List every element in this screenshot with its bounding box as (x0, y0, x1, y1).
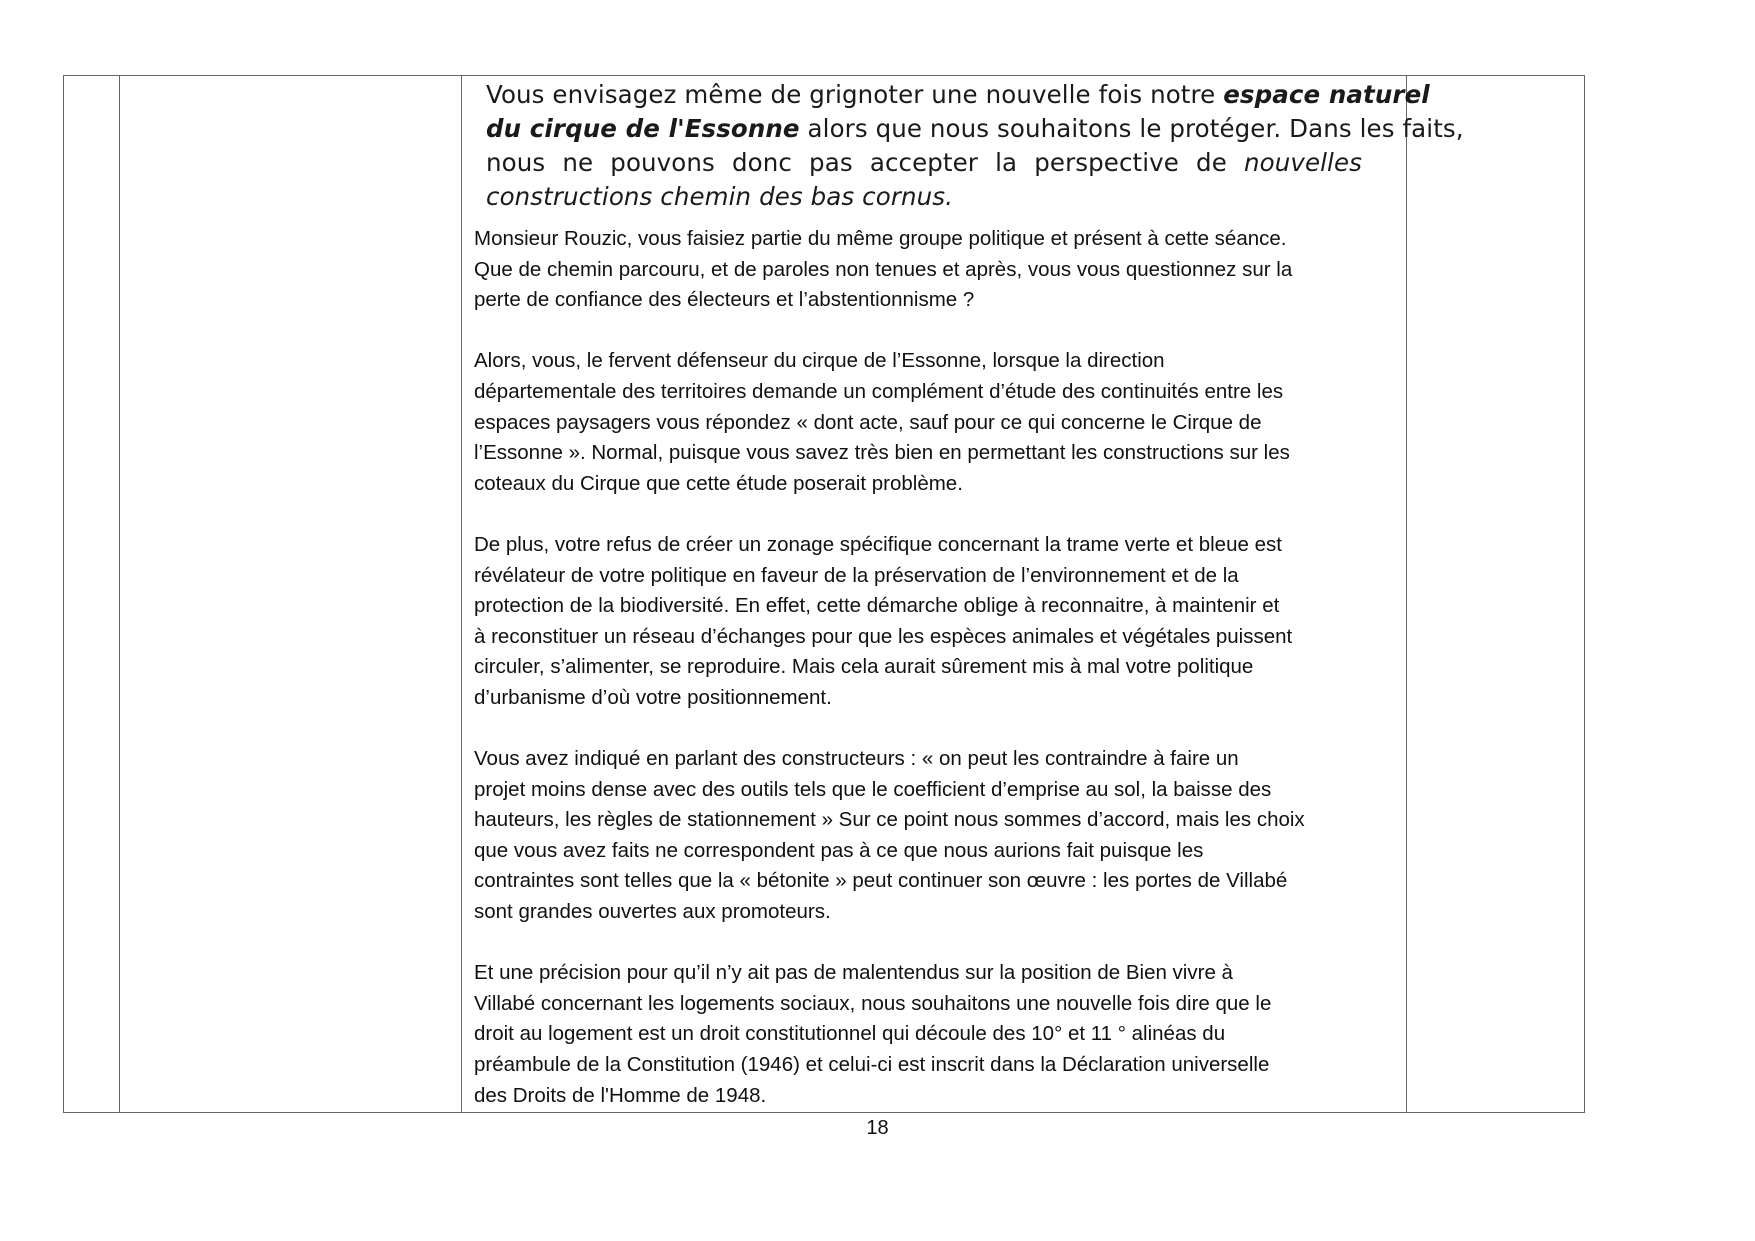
content-cell (462, 76, 1464, 1112)
paragraph: Monsieur Rouzic, vous faisiez partie du même groupe politique et présent à cette séance. Que de chemin parcouru, et de paroles non tenues et après, vous vous questionnez sur la perte de confiance des électeurs et l’abstentionnisme ? (474, 227, 1293, 312)
paragraph: Vous avez indiqué en parlant des constructeurs : « on peut les contraindre à faire un projet moins dense avec des outils tels que le coefficient d’emprise au sol, la baisse des hauteurs, les règles de stationnement » Sur ce point nous sommes d’accord, mais les choix que vous avez faits ne correspondent pas à ce que nous aurions fait puisque les contraintes sont telles que la « bétonite » peut continuer son œuvre : les portes de Villabé sont grandes ouvertes aux promoteurs. (474, 747, 1305, 924)
paragraph: Et une précision pour qu’il n’y ait pas de malentendus sur la position de Bien vivre à Villabé concernant les logements sociaux, nous souhaitons une nouvelle fois dire que le droit au logement est un droit constitutionnel qui découle des 10° et 11 ° alinéas du préambule de la Constitution (1946) et celui-ci est inscrit dans la Déclaration universelle des Droits de l'Homme de 1948. (474, 961, 1272, 1107)
scanned-quote (486, 78, 1464, 214)
body-text (474, 224, 1399, 1142)
page-number: 18 (866, 1117, 889, 1139)
column-divider (119, 76, 120, 1112)
quote-line: constructions chemin des bas cornus. (486, 182, 954, 211)
quote-line: du cirque de l'Essonne alors que nous souhaitons le protéger. Dans les faits, (486, 114, 1464, 143)
quote-line: nous ne pouvons donc pas accepter la perspective de nouvelles (486, 148, 1362, 177)
paragraph: De plus, votre refus de créer un zonage spécifique concernant la trame verte et bleue est révélateur de votre politique en faveur de la préservation de l’environnement et de la protection de la biodiversité. En effet, cette démarche oblige à reconnaitre, à maintenir et à reconstituer un réseau d’échanges pour que les espèces animales et végétales puissent circuler, s’alimenter, se reproduire. Mais cela aurait sûrement mis à mal votre politique d’urbanisme d’où votre positionnement. (474, 532, 1293, 709)
column-divider (1406, 76, 1407, 1112)
paragraph: Alors, vous, le fervent défenseur du cirque de l’Essonne, lorsque la direction départementale des territoires demande un complément d’étude des continuités entre les espaces paysagers vous répondez « dont acte, sauf pour ce qui concerne le Cirque de l’Essonne ». Normal, puisque vous savez très bien en permettant les constructions sur les coteaux du Cirque que cette étude poserait problème. (474, 349, 1290, 495)
document-table (63, 75, 1585, 1113)
quote-line: Vous envisagez même de grignoter une nouvelle fois notre espace naturel (486, 80, 1430, 109)
